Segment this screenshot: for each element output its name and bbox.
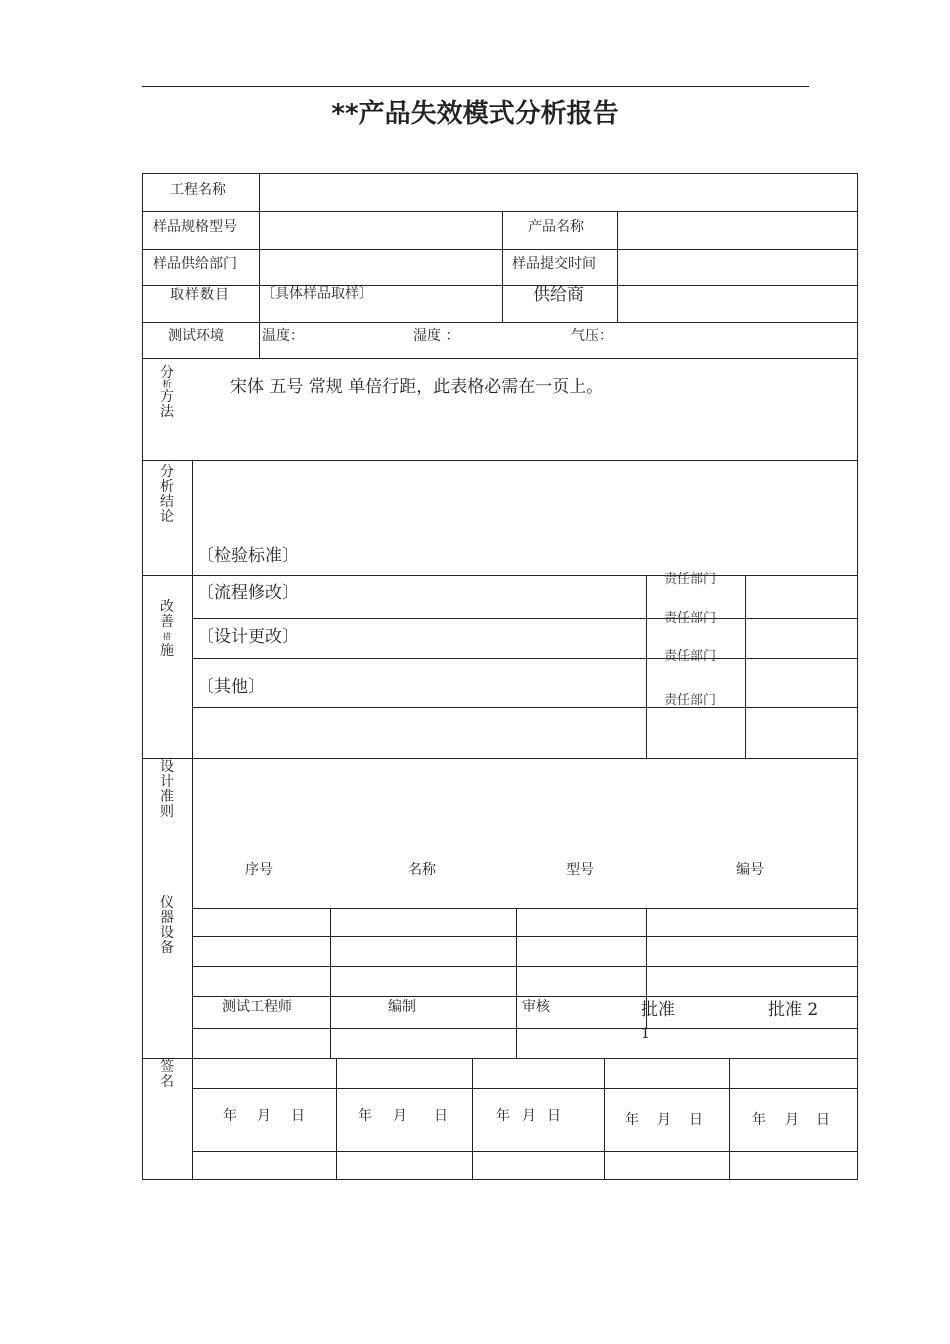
date-cell[interactable]: 年 月 日: [625, 1112, 703, 1128]
project-name-label: 工程名称: [170, 182, 226, 198]
supplier-field[interactable]: [619, 287, 855, 321]
date-cell[interactable]: 年 月 日: [752, 1112, 830, 1128]
date-cell[interactable]: 年 月 日: [358, 1108, 448, 1124]
responsible-dept-label: 责任部门: [664, 693, 717, 708]
responsible-dept-label: 责任部门: [664, 649, 717, 664]
sample-spec-label: 样品规格型号: [153, 219, 237, 235]
approve1-label: 批准: [641, 1000, 675, 1020]
column-header-index: 序号: [245, 862, 273, 878]
responsible-dept-label: 责任部门: [664, 611, 717, 626]
submit-time-field[interactable]: [619, 251, 855, 284]
method-label: 分 析 方 法: [160, 365, 174, 420]
column-header-number: 编号: [736, 862, 764, 878]
test-engineer-label: 测试工程师: [222, 999, 292, 1015]
column-header-model: 型号: [566, 862, 594, 878]
product-name-field[interactable]: [619, 213, 855, 248]
date-cell[interactable]: 年 月 日: [496, 1108, 561, 1124]
project-name-field[interactable]: [261, 175, 855, 210]
top-rule: [142, 86, 809, 87]
form-border-top: [142, 173, 858, 174]
form-border-left: [142, 173, 143, 1179]
instrument-label: 仪 器 设 备: [160, 895, 174, 956]
test-env-label: 测试环境: [168, 328, 224, 344]
sample-count-label: 取样数目: [170, 287, 230, 303]
product-name-label: 产品名称: [528, 219, 584, 235]
sign-label: 签 名: [160, 1059, 174, 1090]
conclusion-label: 分 析 结 论: [160, 464, 174, 525]
supply-dept-field[interactable]: [261, 251, 500, 284]
responsible-dept-label: 责任部门: [664, 572, 717, 587]
column-header-name: 名称: [408, 862, 436, 878]
compile-label: 编制: [388, 999, 416, 1015]
design-rule-label: 设 计 准 则: [160, 759, 174, 820]
pressure-label: 气压：: [571, 328, 613, 344]
inspection-standard: 〔检验标准〕: [197, 546, 299, 566]
process-change: 〔流程修改〕: [197, 583, 299, 603]
approve1-suffix: 1: [641, 1026, 650, 1042]
submit-time-label: 样品提交时间: [512, 256, 596, 272]
method-note: 宋体 五号 常规 单倍行距，此表格必需在一页上。: [230, 377, 604, 397]
date-cell[interactable]: 年 月 日: [223, 1108, 305, 1124]
design-change: 〔设计更改〕: [197, 627, 299, 647]
improve-label: 改 善 措 施: [160, 599, 174, 659]
approve2-label: 批准 2: [768, 1000, 819, 1020]
supply-dept-label: 样品供给部门: [153, 256, 237, 272]
review-label: 审核: [522, 999, 550, 1015]
other-change: 〔其他〕: [197, 677, 265, 697]
sample-count-hint: 〔具体样品取样〕: [261, 286, 373, 302]
page-title: **产品失效模式分析报告: [331, 99, 619, 129]
humidity-label: 湿度 ：: [413, 328, 460, 344]
supplier-label: 供给商: [533, 285, 584, 305]
form-border-bottom: [142, 1179, 858, 1180]
sample-spec-field[interactable]: [261, 213, 500, 248]
temperature-label: 温度：: [262, 328, 304, 344]
